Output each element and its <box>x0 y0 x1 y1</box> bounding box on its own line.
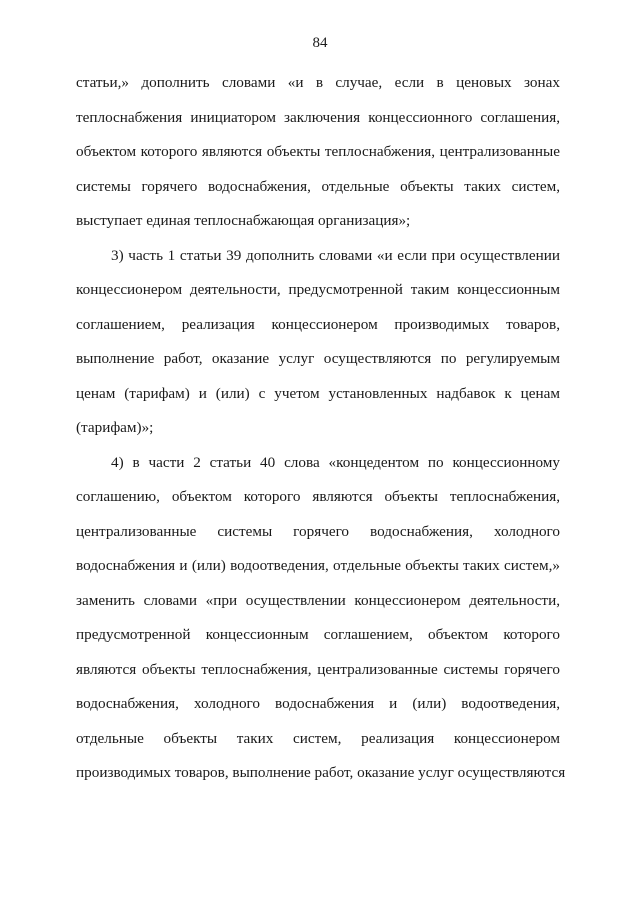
document-body <box>76 66 566 791</box>
text-line: заменить словами «при осуществлении концессионером деятельности, <box>76 591 560 609</box>
text-line: водоснабжения и (или) водоотведения, отдельные объекты таких систем,» <box>76 557 560 574</box>
text-line: отдельные объекты таких систем, реализация концессионером <box>76 729 560 747</box>
text-line: являются объекты теплоснабжения, централизованные системы горячего <box>76 660 560 678</box>
text-line: выполнение работ, оказание услуг осуществляются по регулируемым <box>76 350 560 367</box>
text-line: объектом которого являются объекты теплоснабжения, централизованные <box>76 143 560 160</box>
text-line: водоснабжения, холодного водоснабжения и (или) водоотведения, <box>76 695 560 712</box>
text-line: ценам (тарифам) и (или) с учетом установленных надбавок к ценам <box>76 384 560 402</box>
text-line: 3) часть 1 статьи 39 дополнить словами «и если при осуществлении <box>111 246 560 264</box>
text-line: выступает единая теплоснабжающая организация»; <box>76 212 411 229</box>
text-line: централизованные системы горячего водоснабжения, холодного <box>76 522 560 540</box>
text-line: предусмотренной концессионным соглашением, объектом которого <box>76 626 560 643</box>
text-line: системы горячего водоснабжения, отдельные объекты таких систем, <box>76 177 560 195</box>
text-line: производимых товаров, выполнение работ, оказание услуг осуществляются <box>76 764 566 781</box>
text-line: 4) в части 2 статьи 40 слова «концедентом по концессионному <box>111 453 560 471</box>
text-line: концессионером деятельности, предусмотренной таким концессионным <box>76 281 560 298</box>
page-number: 84 <box>312 35 328 51</box>
text-line: (тарифам)»; <box>76 419 154 436</box>
text-line: теплоснабжения инициатором заключения концессионного соглашения, <box>76 108 560 126</box>
text-line: соглашению, объектом которого являются объекты теплоснабжения, <box>76 488 560 505</box>
text-line: статьи,» дополнить словами «и в случае, если в ценовых зонах <box>76 74 560 91</box>
text-line: соглашением, реализация концессионером производимых товаров, <box>76 315 560 333</box>
